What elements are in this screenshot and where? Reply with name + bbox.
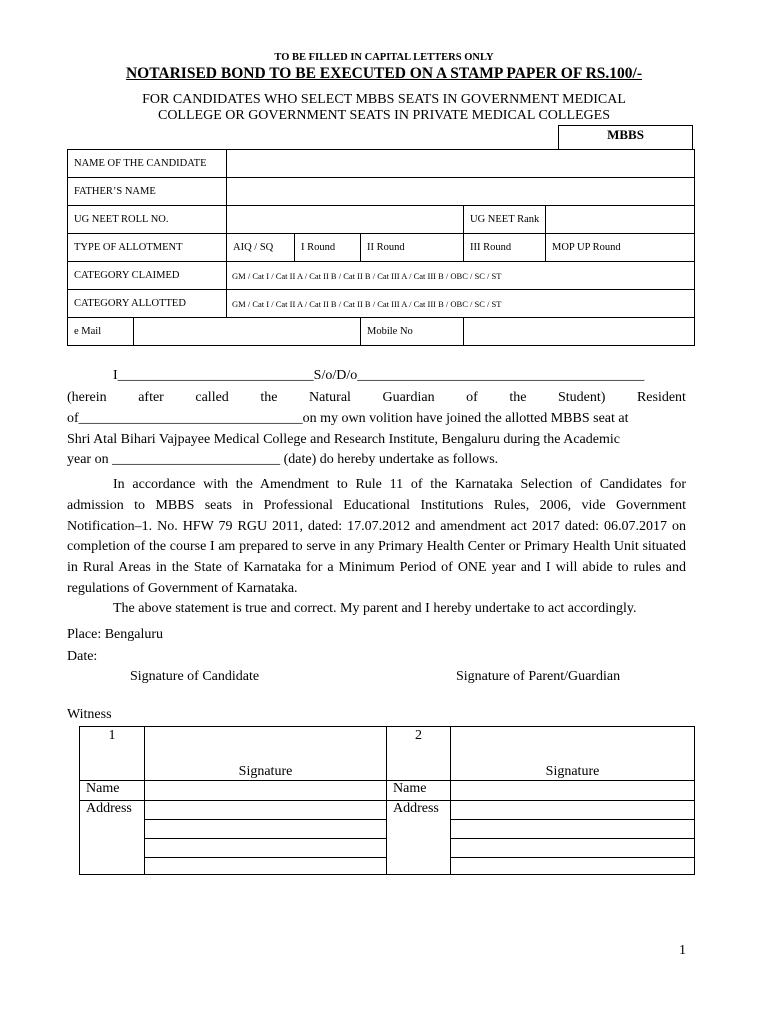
word: after (138, 390, 164, 405)
email-label: e Mail (68, 318, 134, 346)
table-row (80, 801, 695, 820)
table-row (68, 206, 695, 234)
relation-text: S/o/D/o (313, 368, 358, 383)
word: Guardian (382, 390, 435, 405)
witness-1-address-line[interactable] (145, 839, 387, 858)
witness-2-address-line[interactable] (451, 839, 695, 858)
witness-1-name-field[interactable] (145, 781, 387, 801)
mobile-label: Mobile No (361, 318, 464, 346)
allotment-option-round1[interactable]: I Round (295, 234, 361, 262)
statement-text: The above statement is true and correct. My parent and I hereby undertake to act accordingly. (113, 601, 637, 616)
statement-paragraph (67, 599, 686, 620)
word: the (260, 390, 278, 405)
witness-table (79, 726, 695, 875)
candidate-details-table (67, 149, 695, 346)
table-row (80, 781, 695, 801)
witness-1-signature-field[interactable]: Signature (145, 727, 387, 781)
declaration-line-3: of________________________________on my own volition have joined the allotted MBBS seat at (67, 411, 629, 426)
table-row (68, 290, 695, 318)
mobile-field[interactable] (464, 318, 695, 346)
subtitle-line-2: COLLEGE OR GOVERNMENT SEATS IN PRIVATE MEDICAL COLLEGES (157, 108, 611, 123)
declaration-line-2 (67, 388, 686, 409)
document-title: NOTARISED BOND TO BE EXECUTED ON A STAMP PAPER OF RS.100/- (125, 65, 643, 82)
declaration-pronoun: I (113, 368, 118, 383)
category-allotted-options[interactable]: GM / Cat I / Cat II A / Cat II B / Cat II B / Cat III A / Cat III B / OBC / SC / ST (227, 290, 695, 318)
witness-2-signature-field[interactable]: Signature (451, 727, 695, 781)
witness-1-address-label: Address (80, 801, 145, 875)
allotment-option-aiq[interactable]: AIQ / SQ (227, 234, 295, 262)
witness-2-address-line[interactable] (451, 820, 695, 839)
subtitle-line-1: FOR CANDIDATES WHO SELECT MBBS SEATS IN GOVERNMENT MEDICAL (142, 92, 626, 107)
word: Natural (308, 390, 351, 405)
word: called (195, 390, 229, 405)
neet-roll-label: UG NEET ROLL NO. (68, 206, 227, 234)
fill-instruction: TO BE FILLED IN CAPITAL LETTERS ONLY (274, 52, 494, 63)
table-row (68, 318, 695, 346)
table-row (68, 178, 695, 206)
service-undertaking-text: In accordance with the Amendment to Rule 11 of the Karnataka Selection of Candidates for admission to MBBS seats in Professional Educational Institutions Rules, 2006, vide Government Notification–1. No. HFW 79 RGU 2011, dated: 17.07.2012 and amendment act 2017 dated: 06.07.2017 on completion of the course I am prepared to serve in any Primary Health Center or Primary Health Unit situated in Rural Areas in the State of Karnataka for a Minimum Period of ONE year and I will abide to rules and regulations of Government of Karnataka. (67, 477, 686, 596)
witness-2-name-label: Name (387, 781, 451, 801)
declaration-line-4: Shri Atal Bihari Vajpayee Medical College and Research Institute, Bengaluru during the Academic (67, 432, 620, 447)
service-undertaking-paragraph (67, 475, 686, 600)
candidate-signature-label: Signature of Candidate (130, 669, 260, 684)
date-field: Date: (67, 649, 98, 664)
witness-1-number: 1 (80, 727, 145, 781)
category-claimed-label: CATEGORY CLAIMED (68, 262, 227, 290)
father-name-field[interactable] (227, 178, 695, 206)
witness-2-address-label: Address (387, 801, 451, 875)
candidate-name-field[interactable] (227, 150, 695, 178)
neet-roll-field[interactable] (227, 206, 464, 234)
allotment-type-label: TYPE OF ALLOTMENT (68, 234, 227, 262)
category-allotted-label: CATEGORY ALLOTTED (68, 290, 227, 318)
candidate-name-blank[interactable]: ____________________________ (117, 368, 314, 383)
witness-heading: Witness (67, 707, 112, 722)
neet-rank-label: UG NEET Rank (464, 206, 546, 234)
witness-1-name-label: Name (80, 781, 145, 801)
father-name-label: FATHER’S NAME (68, 178, 227, 206)
witness-2-number: 2 (387, 727, 451, 781)
witness-1-address-line[interactable] (145, 858, 387, 875)
allotment-option-mopup[interactable]: MOP UP Round (546, 234, 695, 262)
word: Resident (636, 390, 686, 405)
email-field[interactable] (134, 318, 361, 346)
table-row (80, 727, 695, 781)
word: (herein (67, 390, 107, 405)
word: the (509, 390, 527, 405)
witness-1-address-line[interactable] (145, 820, 387, 839)
declaration-line-5: year on ________________________ (date) do hereby undertake as follows. (67, 452, 499, 467)
witness-1-address-line[interactable] (145, 801, 387, 820)
course-tag: MBBS (558, 125, 693, 149)
guardian-name-blank[interactable]: _________________________________________ (357, 368, 645, 383)
category-claimed-options[interactable]: GM / Cat I / Cat II A / Cat II B / Cat II B / Cat III A / Cat III B / OBC / SC / ST (227, 262, 695, 290)
place-field: Place: Bengaluru (67, 627, 164, 642)
parent-signature-label: Signature of Parent/Guardian (456, 669, 621, 684)
allotment-option-round2[interactable]: II Round (361, 234, 464, 262)
witness-2-address-line[interactable] (451, 801, 695, 820)
table-row (68, 234, 695, 262)
table-row (68, 150, 695, 178)
word: of (466, 390, 478, 405)
neet-rank-field[interactable] (546, 206, 695, 234)
word: Student) (557, 390, 606, 405)
table-row (68, 262, 695, 290)
candidate-name-label: NAME OF THE CANDIDATE (68, 150, 227, 178)
page-number: 1 (679, 943, 686, 958)
allotment-option-round3[interactable]: III Round (464, 234, 546, 262)
declaration-line-1 (113, 368, 644, 384)
witness-2-address-line[interactable] (451, 858, 695, 875)
witness-2-name-field[interactable] (451, 781, 695, 801)
